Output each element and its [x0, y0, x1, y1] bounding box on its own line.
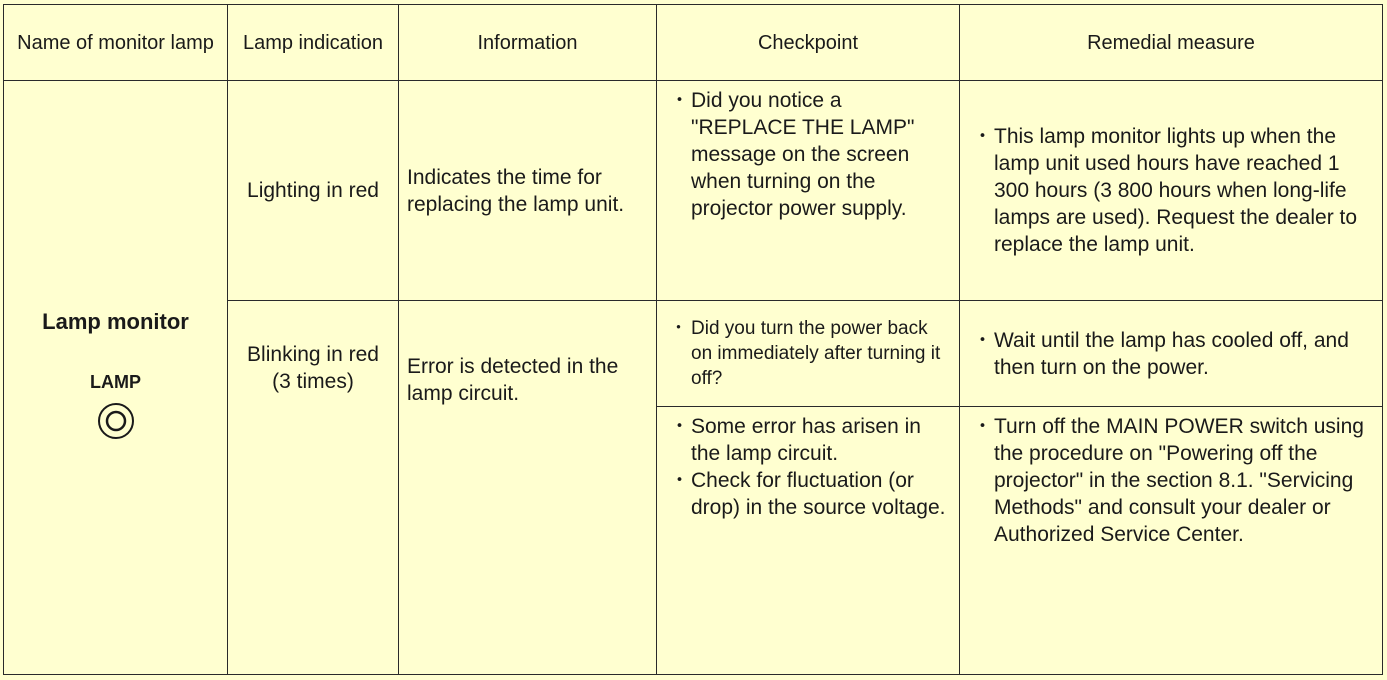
checkpoint-text: Some error has arisen in the lamp circuit.: [691, 415, 921, 465]
remedy-text: Turn off the MAIN POWER switch using the procedure on "Powering off the projector" in the section 8.1. "Servicing Methods" and consult your dealer or Authorized Service Center.: [994, 415, 1364, 546]
lamp-label: LAMP: [90, 372, 141, 392]
header-checkpoint: Checkpoint: [657, 5, 960, 81]
remedy-power-cycle: [960, 301, 1383, 407]
remedy-text: Wait until the lamp has cooled off, and then turn on the power.: [994, 328, 1349, 379]
monitor-name-cell: [4, 81, 228, 675]
header-indication: Lamp indication: [228, 5, 399, 81]
bullet-icon: ・: [972, 415, 993, 438]
header-row: [4, 5, 1383, 81]
indication-lighting: Lighting in red: [228, 81, 399, 301]
bullet-icon: ・: [972, 328, 993, 352]
indication-blinking: Blinking in red (3 times): [228, 301, 399, 675]
checkpoint-text: Check for fluctuation (or drop) in the source voltage.: [691, 469, 946, 519]
table-row: [4, 81, 1383, 301]
header-remedy: Remedial measure: [960, 5, 1383, 81]
checkpoint-lighting: [657, 81, 960, 301]
bullet-icon: ・: [669, 415, 690, 438]
remedy-circuit-error: [960, 407, 1383, 675]
bullet-icon: ・: [669, 318, 689, 339]
bullet-icon: ・: [669, 469, 690, 492]
checkpoint-power-cycle: [657, 301, 960, 407]
bullet-icon: ・: [669, 89, 690, 112]
checkpoint-circuit-error: [657, 407, 960, 675]
bullet-icon: ・: [972, 125, 993, 148]
information-lighting: Indicates the time for replacing the lamp unit.: [399, 81, 657, 301]
header-name: Name of monitor lamp: [4, 5, 228, 81]
checkpoint-text: Did you turn the power back on immediately after turning it off?: [691, 318, 941, 389]
checkpoint-text: Did you notice a "REPLACE THE LAMP" message on the screen when turning on the projector power supply.: [691, 89, 915, 220]
remedy-text: This lamp monitor lights up when the lamp unit used hours have reached 1 300 hours (3 800 hours when long-life lamps are used). Request the dealer to replace the lamp unit.: [994, 125, 1358, 256]
header-information: Information: [399, 5, 657, 81]
monitor-title: Lamp monitor: [42, 309, 189, 334]
lamp-indicator-icon: [97, 402, 135, 440]
lamp-monitor-table: [3, 4, 1383, 675]
information-blinking: Error is detected in the lamp circuit.: [399, 301, 657, 675]
remedy-lighting: [960, 81, 1383, 301]
